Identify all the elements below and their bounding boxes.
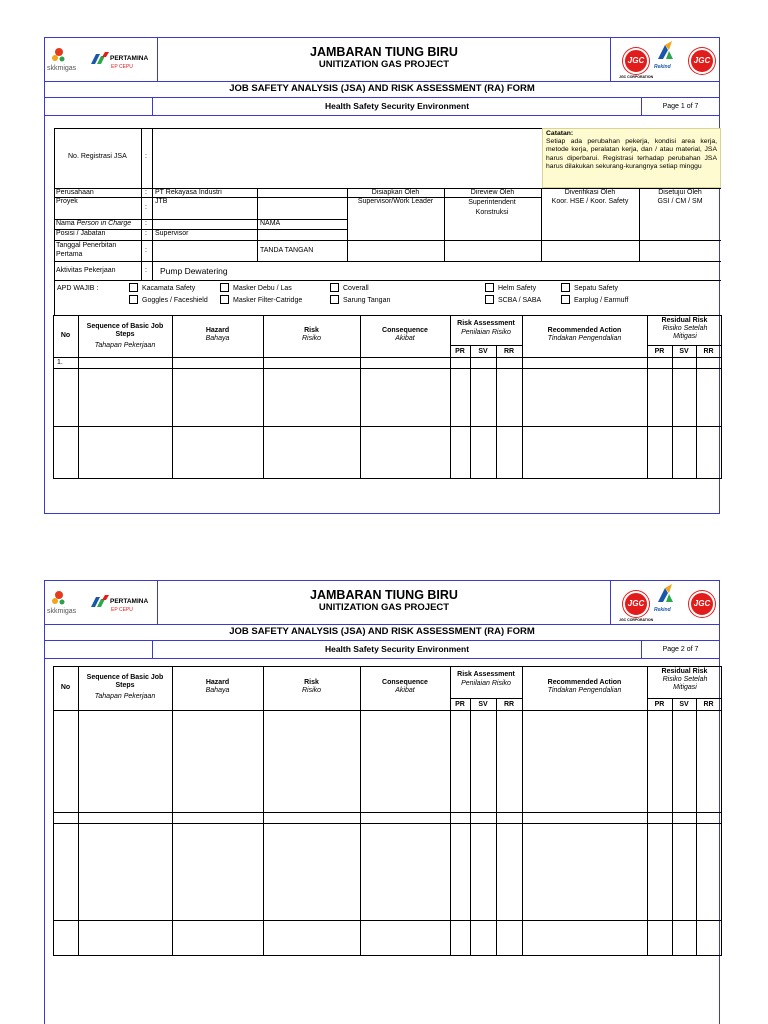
page-header-2: skkmigas PERTAMINA EP CEPU JAMBARAN TIUNG BIRU UNITIZATION GAS PROJECT JGC Rekind JGC JGC CORPORATION (45, 581, 719, 625)
disiapkan-value: Supervisor/Work Leader (357, 198, 434, 205)
disiapkan-label: Disiapkan Oleh (371, 189, 420, 196)
department-label: Health Safety Security Environment (153, 98, 642, 115)
jsa-table: No Sequence of Basic Job Steps Tahapan Pekerjaan Hazard Bahaya Risk Risiko Consequence Akibat Risk Assessment Penilaian Risiko PR SV RR Recommended Action Tindakan Pengendalian Residual Risk Risiko Setelah Mitigasi PR SV RR 1. (53, 315, 722, 479)
page-number: Page 1 of 7 (662, 103, 699, 110)
project-title-main: JAMBARAN TIUNG BIRU (310, 45, 458, 59)
catatan-title: Catatan: (546, 130, 574, 137)
masker-debu-checkbox[interactable] (220, 283, 229, 292)
page-number-2: Page 2 of 7 (662, 646, 699, 653)
form-title-2: JOB SAFETY ANALYSIS (JSA) AND RISK ASSESSMENT (RA) FORM (45, 624, 719, 641)
col-risk: Risk (304, 327, 319, 334)
tanggal-label: Tanggal Penerbitan Pertama (56, 242, 117, 258)
jgc-seal-logo-2: JGC (689, 591, 715, 617)
col-no: No (60, 332, 71, 339)
no-registrasi-label: No. Registrasi JSA (68, 153, 127, 160)
skkmigas-label: skkmigas (47, 65, 77, 72)
tanda-tangan-label: TANDA TANGAN (260, 247, 314, 254)
client-logos (45, 38, 158, 81)
rekind-logo-icon (655, 584, 675, 604)
pic-label: Nama Person in Charge (56, 220, 132, 227)
skkmigas-logo-icon (51, 47, 67, 63)
form-page-1 (44, 37, 720, 514)
nama-label: NAMA (260, 220, 281, 227)
project-title (158, 45, 610, 70)
jgc-seal-logo: JGC (623, 591, 649, 617)
goggles-checkbox[interactable] (129, 295, 138, 304)
form-page-2 (44, 580, 720, 1024)
jgc-seal-logo-2: JGC (689, 48, 715, 74)
scba-checkbox[interactable] (485, 295, 494, 304)
col-hazard: Hazard (205, 327, 230, 334)
rekind-logo-icon (655, 41, 675, 61)
jsa-info-grid: No. Registrasi JSA : Catatan: Setiap ada perubahan pekerja, kondisi area kerja, metode kerja, peralatan kerja, dan / atau material, JSA harus diperbarui. Registrasi terhadap perubahan JSA harus dilakukan sekurang-kurangnya setiap minggu Perusahaan : PT Rekayasa Industri Proyek : JTB Nama Person in Charge : Posisi / Jabatan : Supervisor Tanggal Penerbitan Pertama : NAMA TANDA TANGAN Disiapkan Oleh Supervisor/Work Leader Direview Oleh Superintendent Konstruksi Diverifikasi Oleh Koor. HSE / Koor. Safety Disetujui Oleh GSI / CM / SM Aktivitas Pekerjaan : Pump Dewatering APD WAJIB : Kacamata Safety Masker Debu / Las Coverall Helm Safety Sepatu Safety Goggles / Faceshield Masker Filter-Catridge Sarung Tangan SCBA / SABA Earplug / Earmuff (54, 128, 721, 316)
project-title-sub: UNITIZATION GAS PROJECT (318, 59, 450, 70)
sepatu-safety-checkbox[interactable] (561, 283, 570, 292)
apd-label: APD WAJIB : (57, 285, 99, 292)
proyek-value[interactable]: JTB (155, 198, 168, 205)
col-consequence: Consequence (382, 327, 428, 334)
kacamata-safety-checkbox[interactable] (129, 283, 138, 292)
pertamina-logo-icon (89, 52, 109, 66)
masker-filter-checkbox[interactable] (220, 295, 229, 304)
colon: : (145, 153, 147, 160)
aktivitas-value[interactable]: Pump Dewatering (160, 266, 228, 276)
catatan-note (542, 128, 721, 188)
col-recommended-action: Recommended Action (547, 327, 622, 334)
col-seq-sub: Tahapan Pekerjaan (94, 342, 156, 349)
helm-safety-checkbox[interactable] (485, 283, 494, 292)
col-risk-assessment: Risk Assessment (457, 320, 515, 327)
page-header (45, 38, 719, 82)
coverall-checkbox[interactable] (330, 283, 339, 292)
direview-value: Superintendent Konstruksi (468, 199, 516, 216)
proyek-label: Proyek (56, 198, 78, 205)
perusahaan-value[interactable]: PT Rekayasa Industri (155, 189, 222, 196)
earplug-checkbox[interactable] (561, 295, 570, 304)
pertamina-label: PERTAMINA (110, 55, 149, 62)
contractor-logos (610, 38, 719, 81)
diverifikasi-label: Diverifikasi Oleh (564, 189, 616, 196)
col-residual-risk: Residual Risk (661, 317, 708, 324)
col-seq-title: Sequence of Basic Job Steps (86, 323, 164, 338)
aktivitas-label: Aktivitas Pekerjaan (56, 267, 116, 274)
no-registrasi-field[interactable] (154, 130, 542, 186)
pertamina-sub-label: EP CEPU (111, 64, 133, 70)
rekind-label: Rekind (654, 64, 671, 70)
jgc-corporation-label: JGC CORPORATION (619, 75, 654, 79)
jsa-table-2: No Sequence of Basic Job Steps Tahapan Pekerjaan Hazard Bahaya Risk Risiko Consequence Akibat Risk Assessment Penilaian Risiko PR SV RR Recommended Action Tindakan Pengendalian Residual Risk Risiko Setelah Mitigasi PR SV RR (53, 666, 722, 956)
catatan-text: Setiap ada perubahan pekerja, kondisi area kerja, metode kerja, peralatan kerja, dan / atau material, JSA harus diperbarui. Registrasi terhadap perubahan JSA harus dilakukan sekurang-kurangnya setiap minggu (546, 138, 717, 170)
subheader-row (45, 98, 719, 116)
perusahaan-label: Perusahaan (56, 189, 94, 196)
direview-label: Direview Oleh (470, 189, 515, 196)
row-number: 1. (57, 359, 63, 366)
sarung-tangan-checkbox[interactable] (330, 295, 339, 304)
form-title: JOB SAFETY ANALYSIS (JSA) AND RISK ASSESSMENT (RA) FORM (45, 81, 719, 98)
posisi-label: Posisi / Jabatan (56, 230, 106, 237)
diverifikasi-value: Koor. HSE / Koor. Safety (551, 198, 629, 205)
posisi-value[interactable]: Supervisor (155, 230, 189, 237)
pertamina-logo-icon (89, 595, 109, 609)
jgc-seal-logo: JGC (623, 48, 649, 74)
skkmigas-logo-icon (51, 590, 67, 606)
department-label-2: Health Safety Security Environment (153, 641, 642, 658)
disetujui-value: GSI / CM / SM (657, 198, 703, 205)
disetujui-label: Disetujui Oleh (658, 189, 702, 196)
